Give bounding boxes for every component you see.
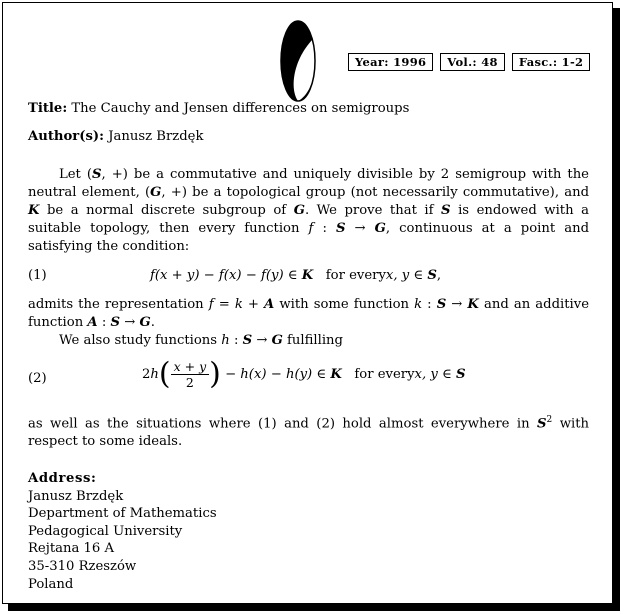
equation-2-body: 2h( $\frac{x + y}{2}$ ) − h(x) − h(y) ∈ K for everyx, y ∈ S [142,356,466,392]
title-value: The Cauchy and Jensen differences on semigroups [71,101,410,116]
address-block [28,470,589,593]
equation-1-number: (1) [28,268,47,283]
card-shadow-bottom [8,603,620,611]
abstract-paragraph-4: as well as the situations where (1) and (2) hold almost everywhere in $S^2$ with respect to some ideals. [28,415,589,450]
equation-1 [28,267,589,285]
address-line: Pedagogical University [28,523,183,539]
address-line: Poland [28,576,74,592]
journal-logo [276,18,322,104]
volume-badge: Vol.: 48 [440,53,505,71]
abstract-paragraph-3: We also study functions h : S → G fulfilling [59,333,343,348]
address-line: Rejtana 16 A [28,541,115,557]
address-line: Department of Mathematics [28,506,217,522]
address-line: Janusz Brzdęk [28,488,124,504]
address-line: 35-310 Rzeszów [28,558,137,574]
equation-2-number: (2) [28,371,47,386]
fascicle-badge: Fasc.: 1-2 [512,53,591,71]
card-shadow-right [612,8,620,611]
equation-2 [28,356,589,399]
abstract [28,166,589,451]
abstract-paragraph-1: Let (S, +) be a commutative and uniquely divisible by 2 semigroup with the neutral element, (G, +) be a topological group (not necessarily commutative), and K be a normal discrete subgroup of G. We prove that if S is endowed with a suitable topology, then every function f : S → G, continuous at a point and satisfying the condition: [28,167,590,254]
authors-value: Janusz Brzdęk [108,129,204,144]
title-label: Title: [28,101,68,116]
title-line [28,100,589,118]
abstract-paragraph-2: admits the representation f = k + A with some function k : S → K and an additive function A : S → G. [28,297,590,330]
equation-1-body: f(x + y) − f(x) − f(y) ∈ K for everyx, y ∈ S, [150,268,442,283]
year-badge: Year: 1996 [348,53,433,71]
authors-label: Author(s): [28,129,105,144]
address-label: Address: [28,471,97,486]
equation-2-fraction: $\frac{x + y}{2}$ [171,359,210,390]
authors-line [28,128,589,146]
publication-info [348,53,590,71]
